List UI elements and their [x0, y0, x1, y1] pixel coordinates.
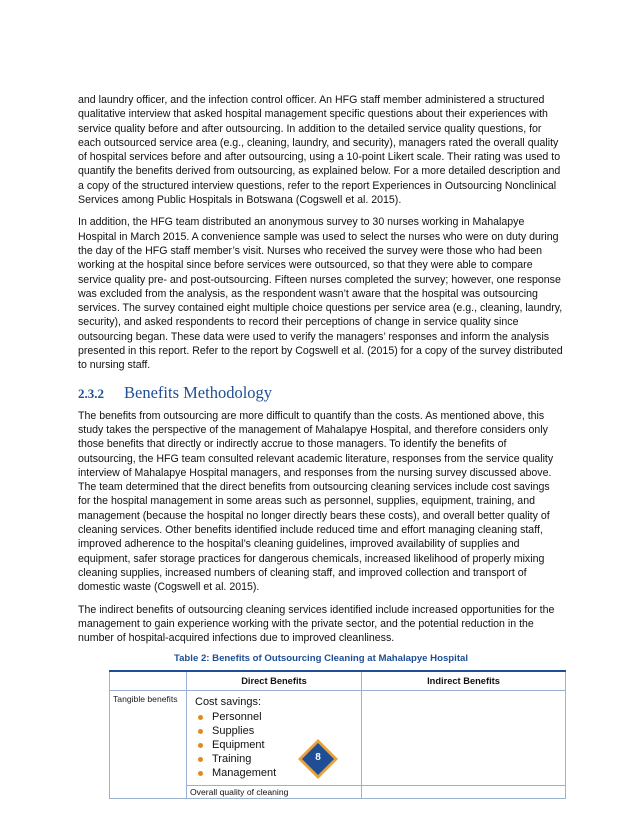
table-caption: Table 2: Benefits of Outsourcing Cleaning at Mahalapye Hospital — [173, 653, 469, 665]
paragraph-interview: and laundry officer, and the infection control officer. An HFG staff member administered a structured qualitative interview that asked hospital management specific questions about their experiences with service quality before and after outsourcing. In addition to the detailed service quality questions, for each outsourced service area (e.g., cleaning, laundry, and security), managers rated the overall quality of hospital services before and after outsourcing, using a 10-point Likert scale. Their rating was used to quantify the benefits derived from outsourcing, as explained below. For a more detailed description and a copy of the structured interview questions, refer to the report Experiences in Outsourcing Nonclinical Services among Public Hospitals in Botswana (Cogswell et al. 2015). — [78, 94, 561, 207]
row-label-tangible: Tangible benefits — [110, 691, 187, 798]
section-heading — [78, 383, 564, 403]
overall-quality-cell: Overall quality of cleaning — [187, 785, 362, 798]
list-item: Management — [195, 766, 353, 780]
table-header-direct: Direct Benefits — [187, 671, 362, 691]
section-number: 2.3.2 — [78, 385, 104, 401]
cost-savings-label: Cost savings: — [195, 696, 262, 709]
section-title: Benefits Methodology — [124, 382, 273, 402]
page-content — [78, 93, 564, 799]
table-header-empty — [110, 671, 187, 691]
indirect-cell-2 — [362, 785, 566, 798]
table-header-indirect: Indirect Benefits — [362, 671, 566, 691]
paragraph-indirect: The indirect benefits of outsourcing cleaning services identified include increased opportunities for the management to gain experience working with the private sector, and the potential reduction in the number of hospital-acquired infections due to improved cleanliness. — [78, 603, 555, 645]
list-item: Training — [195, 752, 353, 766]
indirect-cell-1 — [362, 691, 566, 785]
paragraph-benefits: The benefits from outsourcing are more difficult to quantify than the costs. As mentioned above, this study takes the perspective of the management of Mahalapye Hospital, and therefore considers only those benefits that directly or indirectly accrue to those managers. To identify the benefits of outsourcing, the HFG team consulted relevant academic literature, responses from the service quality interview of Mahalapye Hospital managers, and responses from the nursing survey discussed above. The team determined that the direct benefits from outsourcing cleaning services include cost savings for the hospital management in some areas such as personnel, supplies, equipment, training, and management (because the hospital no longer directly bears these costs), and overall better quality of cleaning services. Other benefits identified include reduced time and effort managing cleaning staff, improved adherence to the hospital’s cleaning guidelines, improved availability of supplies and equipment, safer storage practices for dangerous chemicals, increased likelihood of properly mixing cleaning supplies, increased numbers of cleaning staff, and improved collection and transport of domestic waste (Cogswell et al. 2015). — [78, 409, 554, 594]
table-header-row — [110, 671, 566, 691]
list-item: Equipment — [195, 738, 353, 752]
paragraph-survey: In addition, the HFG team distributed an anonymous survey to 30 nurses working in Mahalapye Hospital in March 2015. A convenience sample was used to select the nurses who were on duty during the day of the HFG staff member’s visit. Nurses who received the survey were those who had been working at the hospital since before services were outsourced, so that they were able to compare service quality pre- and post-outsourcing. Fifteen nurses completed the survey; however, one response was excluded from the analysis, as the respondent wasn’t aware that the hospital was outsourcing services. The survey contained eight multiple choice questions per service area (e.g., cleaning, laundry, security), and asked respondents to record their perceptions of change in service quality since outsourcing began. These data were used to verify the managers’ responses and inform the analysis presented in this report. Refer to the report by Cogswell et al. (2015) for a copy of the survey distributed to nursing staff. — [78, 216, 563, 372]
page-number: 8 — [315, 752, 321, 763]
list-item: Supplies — [195, 724, 353, 738]
list-item: Personnel — [195, 710, 353, 724]
